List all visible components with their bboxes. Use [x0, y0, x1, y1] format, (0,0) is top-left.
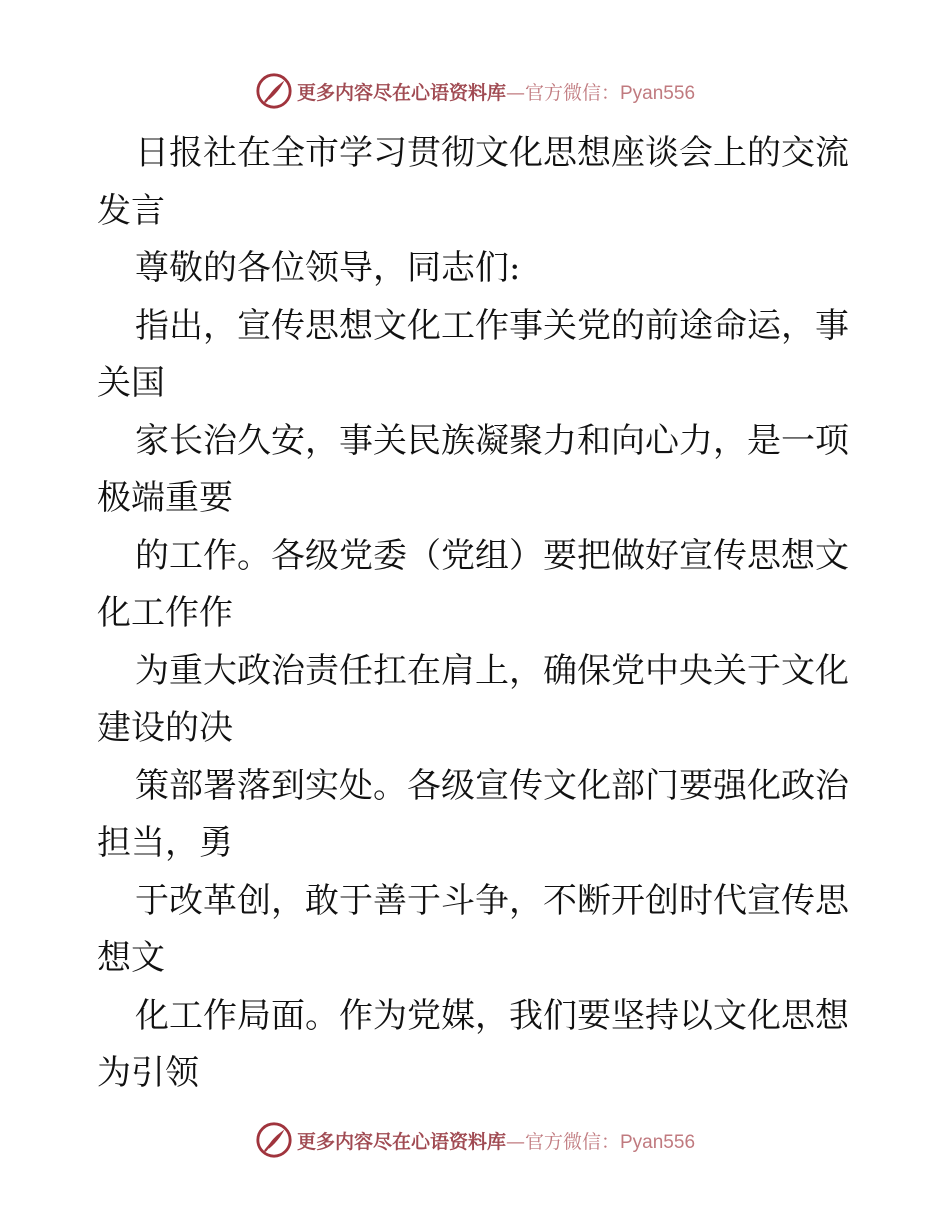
doc-line: 指出，宣传思想文化工作事关党的前途命运，事 [135, 305, 849, 346]
watermark-separator: —官方微信： [505, 1130, 620, 1153]
footer-watermark [0, 1120, 950, 1160]
doc-line: 的工作。各级党委（党组）要把做好宣传思想文 [135, 535, 849, 576]
doc-line: 策部署落到实处。各级宣传文化部门要强化政治 [135, 765, 849, 806]
doc-line: 想文 [97, 938, 165, 978]
doc-line: 于改革创，敢于善于斗争，不断开创时代宣传思 [135, 880, 849, 921]
watermark-wechat-id: Pyan556 [620, 82, 696, 104]
doc-salutation: 尊敬的各位领导，同志们: [135, 248, 521, 288]
doc-line: 化工作局面。作为党媒，我们要坚持以文化思想 [135, 995, 849, 1036]
doc-line: 为重大政治责任扛在肩上，确保党中央关于文化 [135, 650, 849, 691]
doc-line: 建设的决 [97, 708, 233, 748]
header-watermark [0, 71, 950, 111]
doc-line: 为引领 [97, 1053, 199, 1093]
watermark-wechat-id: Pyan556 [620, 1131, 696, 1153]
doc-title-line: 发言 [97, 190, 165, 231]
watermark-brand: 更多内容尽在心语资料库 [296, 1130, 506, 1153]
watermark-separator: —官方微信： [505, 81, 620, 104]
doc-line: 关国 [97, 363, 165, 403]
document-body [97, 125, 857, 1103]
doc-line: 家长治久安，事关民族凝聚力和向心力，是一项 [135, 420, 849, 461]
watermark-brand: 更多内容尽在心语资料库 [296, 81, 506, 104]
quill-pen-logo-icon [255, 72, 293, 110]
quill-pen-logo-icon [255, 1121, 293, 1159]
doc-line: 化工作作 [97, 593, 233, 633]
doc-line: 极端重要 [97, 478, 233, 518]
doc-line: 担当，勇 [97, 823, 233, 863]
doc-title-line: 日报社在全市学习贯彻文化思想座谈会上的交流 [135, 133, 849, 173]
